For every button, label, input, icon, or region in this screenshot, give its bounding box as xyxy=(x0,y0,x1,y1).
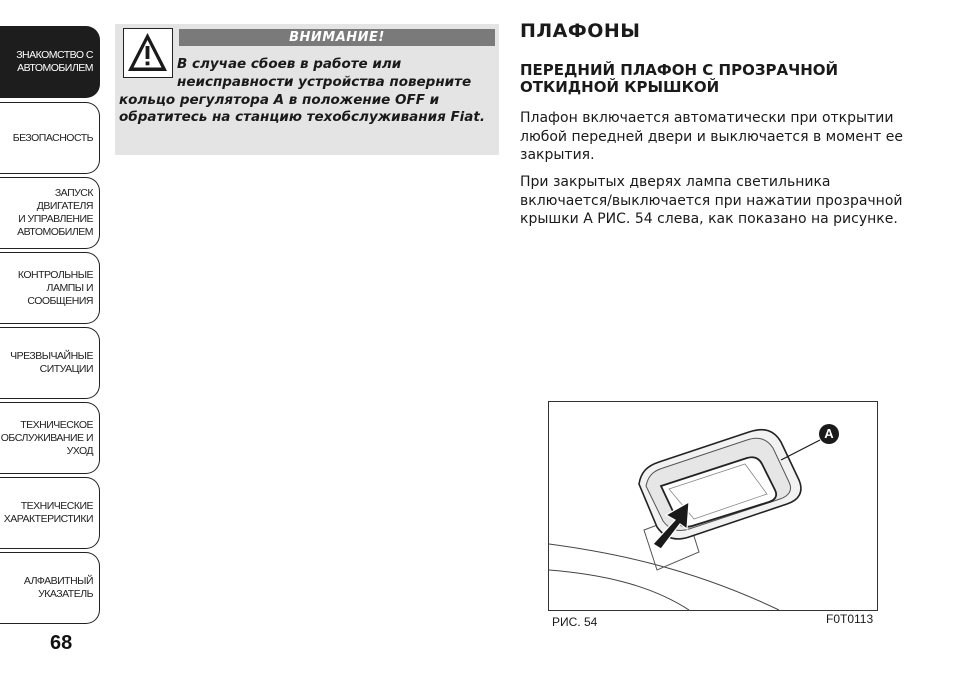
tab-maintenance[interactable]: ТЕХНИЧЕСКОЕ ОБСЛУЖИВАНИЕ И УХОД xyxy=(0,402,100,474)
tab-index[interactable]: АЛФАВИТНЫЙ УКАЗАТЕЛЬ xyxy=(0,552,100,624)
warning-box xyxy=(115,24,499,155)
figure-dome-light xyxy=(548,401,878,611)
tab-starting-driving[interactable]: ЗАПУСК ДВИГАТЕЛЯ И УПРАВЛЕНИЕ АВТОМОБИЛЕМ xyxy=(0,177,100,249)
tab-warning-lights[interactable]: КОНТРОЛЬНЫЕ ЛАМПЫ И СООБЩЕНИЯ xyxy=(0,252,100,324)
page-number: 68 xyxy=(50,632,73,654)
warning-text: В случае сбоев в работе или неисправности устройства поверните кольцо регулятора A в положение OFF и обратитесь на станцию техобслуживания Fiat. xyxy=(119,56,485,126)
callout-leader xyxy=(549,402,877,610)
paragraph-manual-light: При закрытых дверях лампа светильника включается/выключается при нажатии прозрачной крышки A РИС. 54 слева, как показано на рисунке. xyxy=(520,174,903,227)
figure-caption: РИС. 54 xyxy=(552,615,598,629)
section-subtitle: ПЕРЕДНИЙ ПЛАФОН С ПРОЗРАЧНОЙ ОТКИДНОЙ КРЫШКОЙ xyxy=(520,61,839,96)
tab-specifications[interactable]: ТЕХНИЧЕСКИЕ ХАРАКТЕРИСТИКИ xyxy=(0,477,100,549)
figure-code: F0T0113 xyxy=(826,612,874,626)
section-title: ПЛАФОНЫ xyxy=(520,20,641,42)
tab-emergencies[interactable]: ЧРЕЗВЫЧАЙНЫЕ СИТУАЦИИ xyxy=(0,327,100,399)
paragraph-auto-light: Плафон включается автоматически при открытии любой передней двери и выключается в момент ее закрытия. xyxy=(520,110,903,163)
warning-header: ВНИМАНИЕ! xyxy=(179,29,495,46)
callout-a: A xyxy=(819,424,839,444)
tab-introduction[interactable]: ЗНАКОМСТВО С АВТОМОБИЛЕМ xyxy=(0,26,100,98)
tab-safety[interactable]: БЕЗОПАСНОСТЬ xyxy=(0,102,100,174)
